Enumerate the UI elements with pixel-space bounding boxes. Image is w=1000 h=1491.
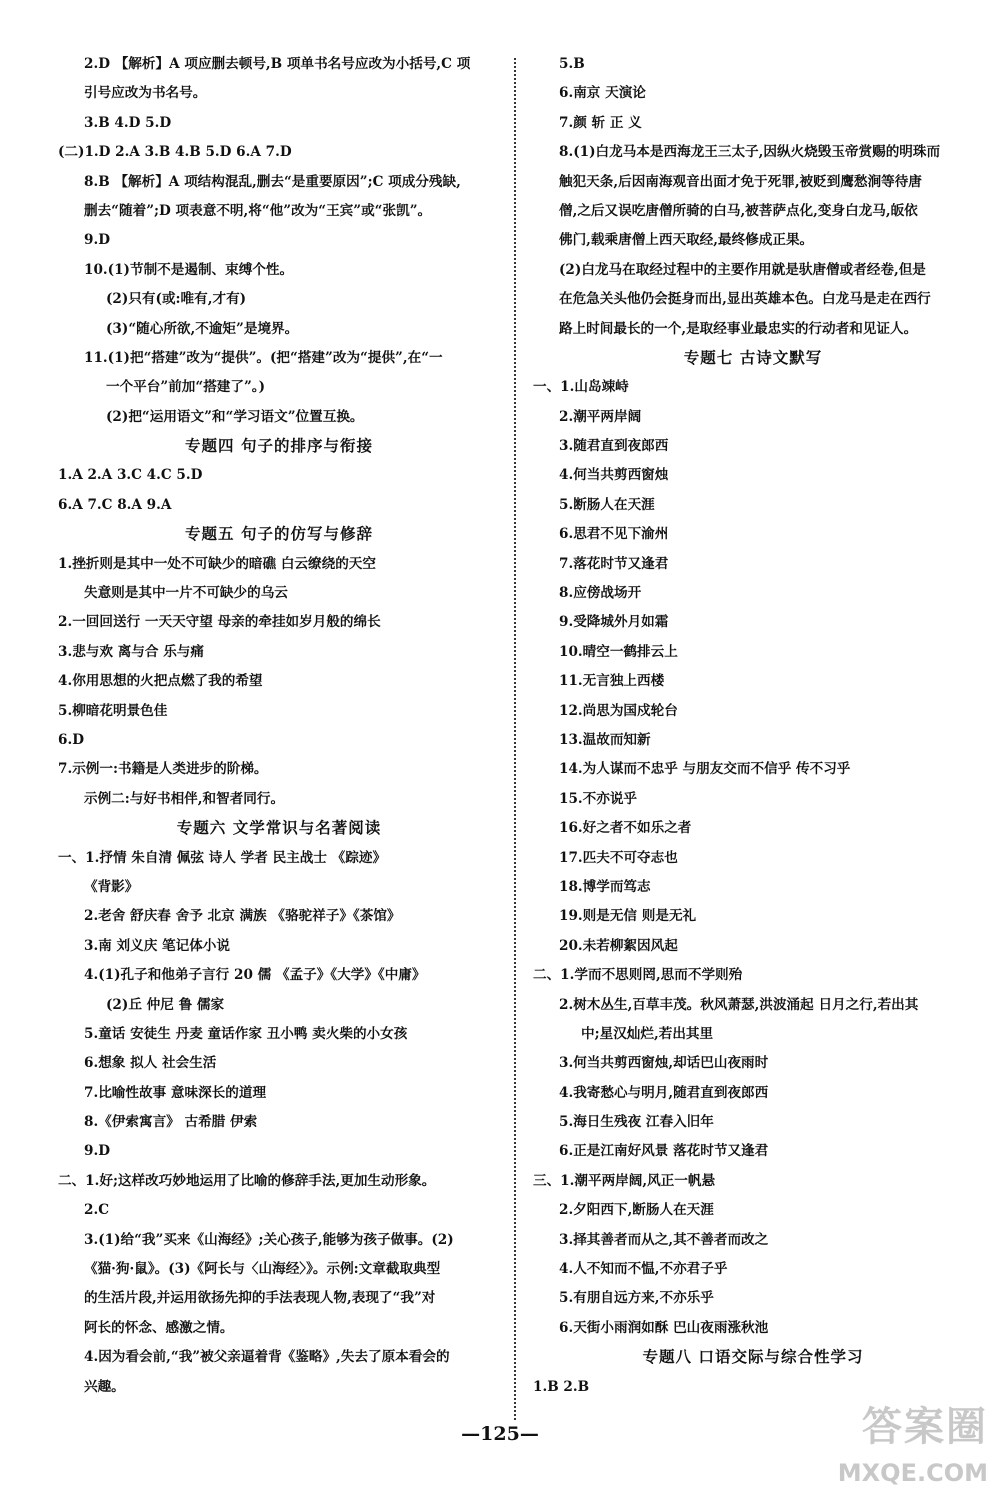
answer-line: 8.B 【解析】A 项结构混乱,删去“是重要原因”;C 项成分残缺, xyxy=(84,173,461,190)
answer-line: 2.D 【解析】A 项应删去顿号,B 项单书名号应改为小括号,C 项 xyxy=(84,56,471,72)
answer-line: 1.B 2.B xyxy=(533,1378,590,1395)
page-number: —125— xyxy=(461,1423,539,1445)
answer-line: (2)把“运用语文”和“学习语文”位置互换。 xyxy=(106,408,364,425)
answer-line: 《猫·狗·鼠》。(3)《阿长与〈山海经〉》。示例:文章截取典型 xyxy=(84,1261,441,1278)
answer-line: 路上时间最长的一个,是取经事业最忠实的行动者和见证人。 xyxy=(559,320,918,337)
answer-line: 20.未若柳絮因风起 xyxy=(559,937,678,954)
answer-line: 6.D xyxy=(58,731,84,748)
answer-line: 在危急关头他仍会挺身而出,显出英雄本色。白龙马是走在西行 xyxy=(559,291,931,308)
answer-line: (二)1.D 2.A 3.B 4.B 5.D 6.A 7.D xyxy=(58,144,292,161)
answer-line: 4.人不知而不愠,不亦君子乎 xyxy=(559,1261,728,1278)
answer-line: 一、1.山岛竦峙 xyxy=(533,379,629,396)
answer-line: 8.(1)白龙马本是西海龙王三太子,因纵火烧毁玉帝赏赐的明珠而 xyxy=(559,144,941,161)
answer-line: 5.有朋自远方来,不亦乐乎 xyxy=(559,1290,714,1307)
answer-line: 触犯天条,后因南海观音出面才免于死罪,被贬到鹰愁涧等待唐 xyxy=(559,173,922,190)
answer-line: 兴趣。 xyxy=(84,1378,125,1395)
answer-line: 8.《伊索寓言》 古希腊 伊索 xyxy=(84,1114,258,1131)
answer-line: 16.好之者不如乐之者 xyxy=(559,820,692,837)
answer-line: (2)只有(或:唯有,才有) xyxy=(106,291,247,308)
answer-line: 9.D xyxy=(84,232,110,249)
answer-line: 1.A 2.A 3.C 4.C 5.D xyxy=(58,467,203,484)
answer-line: 失意则是其中一片不可缺少的乌云 xyxy=(84,585,288,602)
answer-line: 6.正是江南好风景 落花时节又逢君 xyxy=(559,1143,769,1160)
answer-line: 阿长的怀念、感激之情。 xyxy=(84,1319,234,1336)
right-column xyxy=(533,50,973,1402)
answer-line: 2.一回回送行 一天天守望 母亲的牵挂如岁月般的绵长 xyxy=(58,614,381,631)
answer-line: 9.受降城外月如霜 xyxy=(559,614,669,631)
answer-line: 11.(1)把“搭建”改为“提供”。(把“搭建”改为“提供”,在“一 xyxy=(84,349,443,366)
answer-line: 5.海日生残夜 江春入旧年 xyxy=(559,1114,714,1131)
answer-line: 17.匹夫不可夺志也 xyxy=(559,849,678,866)
answer-line: (3)“随心所欲,不逾矩”是境界。 xyxy=(106,320,299,337)
section-heading: 专题四 句子的排序与衔接 xyxy=(185,437,373,456)
answer-line: 3.随君直到夜郎西 xyxy=(559,438,669,455)
answer-line: 8.应傍战场开 xyxy=(559,585,642,602)
answer-line: 10.(1)节制不是遏制、束缚个性。 xyxy=(84,261,294,278)
left-column xyxy=(58,50,500,1402)
answer-line: 4.何当共剪西窗烛 xyxy=(559,467,669,484)
answer-line: 7.颜 斩 正 义 xyxy=(559,114,642,131)
answer-line: 《背影》 xyxy=(84,878,139,895)
answer-line: (2)丘 仲尼 鲁 儒家 xyxy=(106,996,225,1013)
watermark xyxy=(818,1395,988,1487)
answer-line: 13.温故而知新 xyxy=(559,731,651,748)
answer-line: 4.我寄愁心与明月,随君直到夜郎西 xyxy=(559,1084,769,1101)
answer-line: 3.悲与欢 离与合 乐与痛 xyxy=(58,643,204,660)
answer-line: 二、1.学而不思则罔,思而不学则殆 xyxy=(533,967,743,984)
answer-line: 3.何当共剪西窗烛,却话巴山夜雨时 xyxy=(559,1055,769,1072)
answer-line: 18.博学而笃志 xyxy=(559,878,651,895)
answer-line: 7.落花时节又逢君 xyxy=(559,555,669,572)
answer-line: 6.想象 拟人 社会生活 xyxy=(84,1055,217,1072)
answer-line: 僧,之后又误吃唐僧所骑的白马,被菩萨点化,变身白龙马,皈依 xyxy=(559,202,918,219)
section-heading: 专题六 文学常识与名著阅读 xyxy=(176,819,382,838)
answer-line: 3.B 4.D 5.D xyxy=(84,114,172,131)
answer-line: 6.思君不见下渝州 xyxy=(559,526,669,543)
answer-line: 示例二:与好书相伴,和智者同行。 xyxy=(84,790,285,807)
answer-line: 6.天街小雨润如酥 巴山夜雨涨秋池 xyxy=(559,1319,769,1336)
answer-line: 9.D xyxy=(84,1143,110,1160)
answer-line: 2.老舍 舒庆春 舍予 北京 满族 《骆驼祥子》《茶馆》 xyxy=(84,908,401,925)
answer-line: 4.因为看会前,“我”被父亲逼着背《鉴略》,失去了原本看会的 xyxy=(84,1349,450,1366)
answer-line: 14.为人谋而不忠乎 与朋友交而不信乎 传不习乎 xyxy=(559,761,851,778)
answer-line: 5.柳暗花明景色佳 xyxy=(58,702,168,719)
answer-line: 的生活片段,并运用欲扬先抑的手法表现人物,表现了“我”对 xyxy=(84,1290,436,1307)
answer-line: 5.B xyxy=(559,56,585,72)
answer-line: 5.断肠人在天涯 xyxy=(559,496,655,513)
answer-line: 2.树木丛生,百草丰茂。秋风萧瑟,洪波涌起 日月之行,若出其 xyxy=(559,996,919,1013)
answer-line: 15.不亦说乎 xyxy=(559,790,638,807)
answer-line: 10.晴空一鹤排云上 xyxy=(559,643,678,660)
answer-line: 一个平台”前加“搭建了”。) xyxy=(106,379,266,396)
answer-line: 12.尚思为国戍轮台 xyxy=(559,702,678,719)
answer-line: 3.(1)给“我”买来《山海经》;关心孩子,能够为孩子做事。(2) xyxy=(84,1231,454,1248)
answer-line: 7.比喻性故事 意味深长的道理 xyxy=(84,1084,267,1101)
answer-line: 19.则是无信 则是无礼 xyxy=(559,908,697,925)
answer-line: 删去“随着”;D 项表意不明,将“他”改为“王宾”或“张凯”。 xyxy=(84,202,432,219)
answer-line: 2.潮平两岸阔 xyxy=(559,408,642,425)
watermark-url: MXQE.COM xyxy=(837,1459,988,1487)
answer-line: 4.你用思想的火把点燃了我的希望 xyxy=(58,673,263,690)
answer-line: (2)白龙马在取经过程中的主要作用就是驮唐僧或者经卷,但是 xyxy=(559,261,926,278)
answer-line: 7.示例一:书籍是人类进步的阶梯。 xyxy=(58,761,268,778)
answer-line: 三、1.潮平两岸阔,风正一帆悬 xyxy=(533,1172,716,1189)
answer-line: 5.童话 安徒生 丹麦 童话作家 丑小鸭 卖火柴的小女孩 xyxy=(84,1025,408,1042)
answer-line: 一、1.抒情 朱自清 佩弦 诗人 学者 民主战士 《踪迹》 xyxy=(58,849,387,866)
section-heading: 专题五 句子的仿写与修辞 xyxy=(185,525,373,544)
answer-line: 6.南京 天演论 xyxy=(559,85,646,102)
watermark-logo: 答案圈 xyxy=(862,1404,988,1450)
answer-line: 1.挫折则是其中一处不可缺少的暗礁 白云缭绕的天空 xyxy=(58,555,376,572)
answer-line: 2.夕阳西下,断肠人在天涯 xyxy=(559,1202,714,1219)
answer-line: 2.C xyxy=(84,1202,110,1219)
answer-line: 二、1.好;这样改巧妙地运用了比喻的修辞手法,更加生动形象。 xyxy=(58,1172,436,1189)
answer-line: 3.南 刘义庆 笔记体小说 xyxy=(84,937,230,954)
answer-line: 6.A 7.C 8.A 9.A xyxy=(58,496,172,513)
answer-line: 佛门,载乘唐僧上西天取经,最终修成正果。 xyxy=(559,232,814,249)
column-divider xyxy=(514,58,516,1420)
section-heading: 专题八 口语交际与综合性学习 xyxy=(642,1348,864,1367)
answer-line: 11.无言独上西楼 xyxy=(559,673,665,690)
answer-line: 4.(1)孔子和他弟子言行 20 儒 《孟子》《大学》《中庸》 xyxy=(84,967,426,984)
answer-line: 中;星汉灿烂,若出其里 xyxy=(581,1025,714,1042)
answer-line: 引号应改为书名号。 xyxy=(84,85,207,102)
answer-line: 3.择其善者而从之,其不善者而改之 xyxy=(559,1231,769,1248)
section-heading: 专题七 古诗文默写 xyxy=(683,348,823,367)
